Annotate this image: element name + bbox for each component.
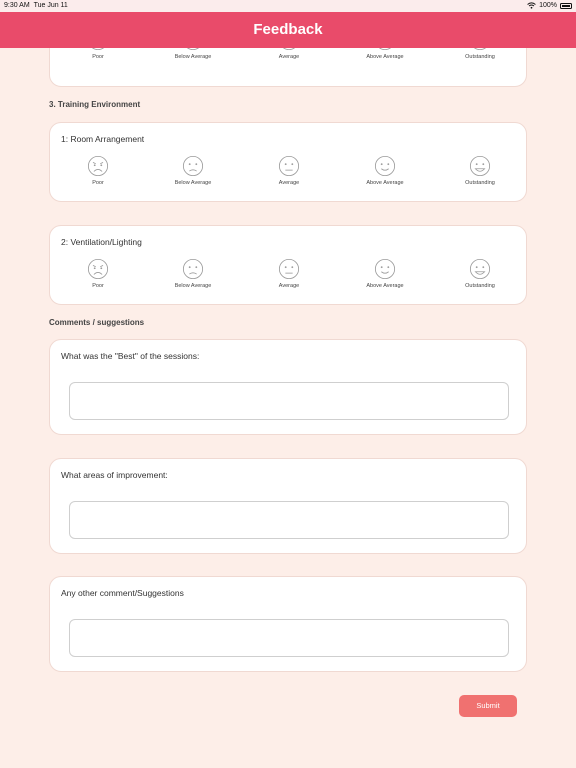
face-below-average-icon [182,48,204,51]
rating-label: Poor [92,54,104,60]
comment-card-best [49,339,527,435]
section-heading-training-environment: 3. Training Environment [49,100,141,109]
rating-option-poor[interactable] [58,48,138,60]
rating-option-outstanding[interactable] [440,48,520,60]
rating-label: Below Average [174,283,212,289]
other-comments-input[interactable] [69,619,509,657]
rating-label: Above Average [366,54,404,60]
rating-option-poor[interactable] [58,258,138,289]
rating-row-ventilation-lighting [50,258,528,298]
rating-row-previous [50,48,528,69]
rating-label: Below Average [174,180,212,186]
rating-option-outstanding[interactable] [440,258,520,289]
face-poor-icon [87,48,109,51]
page-title: Feedback [253,21,323,38]
rating-label: Outstanding [465,54,495,60]
comment-label: What was the "Best" of the sessions: [61,351,200,361]
rating-label: Average [278,283,300,289]
rating-option-above-average[interactable] [345,258,425,289]
face-above-average-icon [374,258,396,280]
battery-icon [560,3,572,9]
comment-label: Any other comment/Suggestions [61,588,184,598]
status-bar [0,0,576,12]
status-time-date [4,2,68,9]
face-poor-icon [87,258,109,280]
face-below-average-icon [182,155,204,177]
rating-option-average[interactable] [249,48,329,60]
rating-option-outstanding[interactable] [440,155,520,186]
question-card-room-arrangement [49,122,527,202]
comment-card-other [49,576,527,672]
rating-label: Outstanding [465,180,495,186]
rating-option-above-average[interactable] [345,155,425,186]
status-right [527,2,572,9]
rating-option-above-average[interactable] [345,48,425,60]
question-label: 1: Room Arrangement [61,134,145,144]
rating-option-below-average[interactable] [153,258,233,289]
rating-option-below-average[interactable] [153,48,233,60]
scroll-content[interactable] [0,48,576,768]
face-outstanding-icon [469,48,491,51]
face-above-average-icon [374,155,396,177]
status-time: 9:30 AM [4,2,30,9]
rating-label: Poor [92,180,104,186]
rating-card-previous [49,48,527,87]
areas-of-improvement-input[interactable] [69,501,509,539]
rating-option-average[interactable] [249,155,329,186]
rating-option-below-average[interactable] [153,155,233,186]
face-poor-icon [87,155,109,177]
rating-label: Above Average [366,180,404,186]
rating-label: Average [278,54,300,60]
wifi-icon [527,2,536,9]
face-average-icon [278,48,300,51]
rating-label: Poor [92,283,104,289]
question-card-ventilation-lighting [49,225,527,305]
rating-option-average[interactable] [249,258,329,289]
face-average-icon [278,258,300,280]
battery-percent: 100% [539,2,557,9]
rating-label: Below Average [174,54,212,60]
rating-row-room-arrangement [50,155,528,195]
face-below-average-icon [182,258,204,280]
best-of-sessions-input[interactable] [69,382,509,420]
face-outstanding-icon [469,258,491,280]
rating-label: Outstanding [465,283,495,289]
question-label: 2: Ventilation/Lighting [61,237,142,247]
comment-label: What areas of improvement: [61,470,168,480]
rating-label: Average [278,180,300,186]
status-date: Tue Jun 11 [33,2,68,9]
rating-option-poor[interactable] [58,155,138,186]
face-above-average-icon [374,48,396,51]
app-header [0,12,576,48]
face-outstanding-icon [469,155,491,177]
comment-card-improvement [49,458,527,554]
submit-button[interactable]: Submit [459,695,517,717]
section-heading-comments: Comments / suggestions [49,318,145,327]
rating-label: Above Average [366,283,404,289]
face-average-icon [278,155,300,177]
